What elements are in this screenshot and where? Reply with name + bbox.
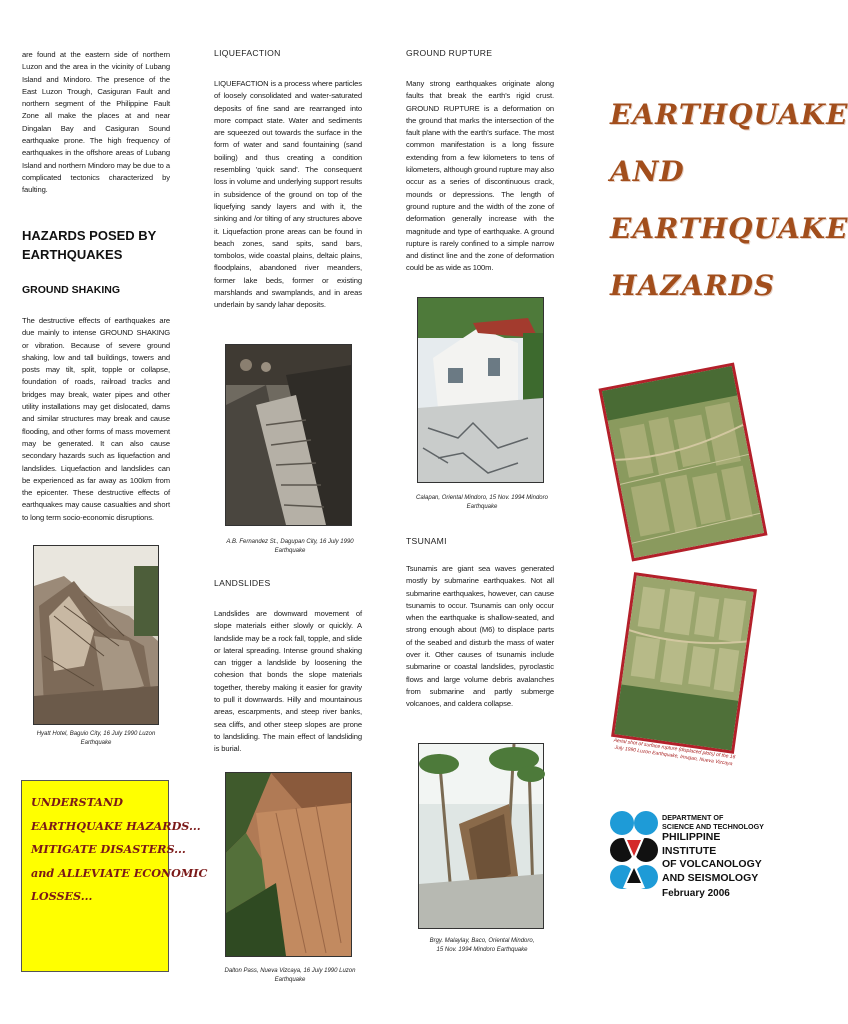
department-line1: DEPARTMENT OF xyxy=(662,813,724,822)
liquefaction-heading: LIQUEFACTION xyxy=(214,48,281,58)
liquefaction-photo-caption: A.B. Fernandez St., Dagupan City, 16 July 1990 Earthquake xyxy=(226,539,354,554)
ground-shaking-heading: GROUND SHAKING xyxy=(22,284,121,296)
slogan-line-3: MITIGATE DISASTERS... xyxy=(31,842,186,856)
title-line-3: EARTHQUAKE xyxy=(610,212,848,245)
ground-rupture-heading: GROUND RUPTURE xyxy=(406,48,493,58)
tsunami-photo-caption xyxy=(406,937,558,954)
hazards-heading-line1: HAZARDS POSED BY xyxy=(22,228,157,243)
ground-shaking-paragraph: The destructive effects of earthquakes are due mainly to intense GROUND SHAKING or vibration. Because of severe ground shaking, low and tall buildings, towers and posts may tilt, split, topple or collapse, foundation of roads, railroad tracks and bridges may break, water pipes and other utility installations may get dislocated, dams and similar structures may break and cause flooding, and other forms of mass movement may be generated. It can also cause secondary hazards such as liquefaction and landslides. Liquefaction and landslides can be experienced as far away as 100km from the epicenter. These destructive effects of earthquakes may cause casualties and short to long term socio-economic disruptions. xyxy=(22,316,170,522)
hotel-photo-caption: Hyatt Hotel, Baguio City, 16 July 1990 Luzon Earthquake xyxy=(36,731,156,746)
tsunami-heading: TSUNAMI xyxy=(406,536,447,546)
title-line-2: AND xyxy=(610,155,685,188)
aerial-photo-upper xyxy=(598,362,767,561)
department-line2: SCIENCE AND TECHNOLOGY xyxy=(662,822,764,831)
tsunami-photo xyxy=(418,743,544,929)
collapsed-hotel-photo xyxy=(33,545,159,725)
institute-line1: PHILIPPINE INSTITUTE xyxy=(662,831,721,857)
hazards-heading xyxy=(22,226,172,264)
tsunami-caption-line2: 15 Nov. 1994 Mindoro Earthquake xyxy=(436,946,528,953)
brochure-title xyxy=(610,86,848,314)
slogan-line-4: and ALLEVIATE ECONOMIC xyxy=(31,865,208,880)
landslides-paragraph: Landslides are downward movement of slope materials either slowly or quickly. A landslide may be a rock fall, topple, and slide or lateral spreading. Intense ground shaking can trigger a landslide by loosening the cohesion that bonds the slope materials together, thereby making it easier for gravity to pull it downwards. Hilly and mountainous areas, escarpments, and steep river banks, sea cliffs, and other steep slopes are prone to landsliding. The main effect of landsliding is burial. xyxy=(214,609,362,754)
tsunami-caption-line1: Brgy. Malaylay, Baco, Oriental Mindoro, xyxy=(429,938,535,944)
intro-paragraph: are found at the eastern side of northern Luzon and the area in the vicinity of Lubang Island and Mindoro. The presence of the East Luzon Trough, Casiguran Fault and northern segment of the Philippine Fault Zone all make the places at and near Dingalan Bay and Casiguran Sound earthquake prone. The high frequency of earthquakes in the offshore areas of Lubang Island and northern Mindoro may be due to a complicated tectonics characterized by faulting. xyxy=(22,50,170,195)
tsunami-paragraph: Tsunamis are giant sea waves generated mostly by submarine earthquakes. Not all submarine earthquakes, however, can cause tsunamis to occur. Tsunamis can only occur when the earthquake is shallow-seated, and strong enough about (M6) to displace parts of the seabed and disturb the mass of water over it. Other causes of tsunamis include submarine or coastal landslides, pyroclastic flows and large volume debris avalanches from submarine and partly submerge volcanoes, and caldera collapse. xyxy=(406,564,554,709)
institute-line2: OF VOLCANOLOGY xyxy=(662,858,762,870)
phivolcs-logo-icon xyxy=(609,810,659,900)
ground-rupture-photo-caption: Calapan, Oriental Mindoro, 15 Nov. 1994 Mindoro Earthquake xyxy=(416,495,548,510)
slogan-box xyxy=(21,780,208,972)
ground-rupture-paragraph: Many strong earthquakes originate along faults that break the earth's rigid crust. GROUND RUPTURE is a deformation on the ground that marks the intersection of the fault plane with the earth's surface. The most common manifestation is a long fissure extending from a few kilometers to tens of kilometers, although ground rupture may also occur as a series of discontinuous crack, mounds or depressions. The length of ground rupture and the width of the zone of deformation generally increase with the magnitude and type of earthquake. A ground rupture is rarely confined to a simple narrow and distinct line and the zone of deformation could be as wide as 100m. xyxy=(406,79,554,273)
slogan-line-5: LOSSES... xyxy=(31,889,93,903)
institute-line3: AND SEISMOLOGY xyxy=(662,871,759,884)
liquefaction-paragraph: LIQUEFACTION is a process where particles of loosely consolidated and water-saturated deposits of fine sand are rearranged into more compact state. Water and sediments are squeezed out towards the surface in the form of water and sand fountaining (sand boiling) and thus creating a condition resembling 'quick sand'. The consequent loss in volume and underlying support results in subsidence of the ground on top of the liquefying sandy layers and with it, the sinking and /or tilting of any structures above it. Liquefaction prone areas can be found in beach zones, sand spits, sand bars, tombolos, wide coastal plains, deltaic plains, floodplains, abandoned river meanders, former lake beds, former or existing marshlands and swamplands, and in areas underlain by sandy lahar deposits. xyxy=(214,79,362,310)
liquefaction-photo xyxy=(225,344,352,526)
hazards-heading-line2: EARTHQUAKES xyxy=(22,247,123,262)
landslide-photo xyxy=(225,772,352,957)
aerial-photo-caption: Aerial shot of surface rupture (displaced plots) of the 16 July 1990 Luzon Earthquake, Imugan, Nueva Vizcaya xyxy=(613,737,736,767)
slogan-line-1: UNDERSTAND xyxy=(31,795,123,809)
organization-block xyxy=(662,813,766,899)
aerial-photo-lower xyxy=(611,572,757,754)
landslides-heading: LANDSLIDES xyxy=(214,578,271,588)
title-line-4: HAZARDS xyxy=(610,269,776,302)
slogan-line-2: EARTHQUAKE HAZARDS... xyxy=(31,818,201,833)
landslide-photo-caption: Dalton Pass, Nueva Vizcaya, 16 July 1990 Luzon Earthquake xyxy=(224,968,356,983)
ground-rupture-photo xyxy=(417,297,544,483)
publication-date: February 2006 xyxy=(662,888,730,899)
title-line-1: EARTHQUAKE xyxy=(610,98,848,131)
